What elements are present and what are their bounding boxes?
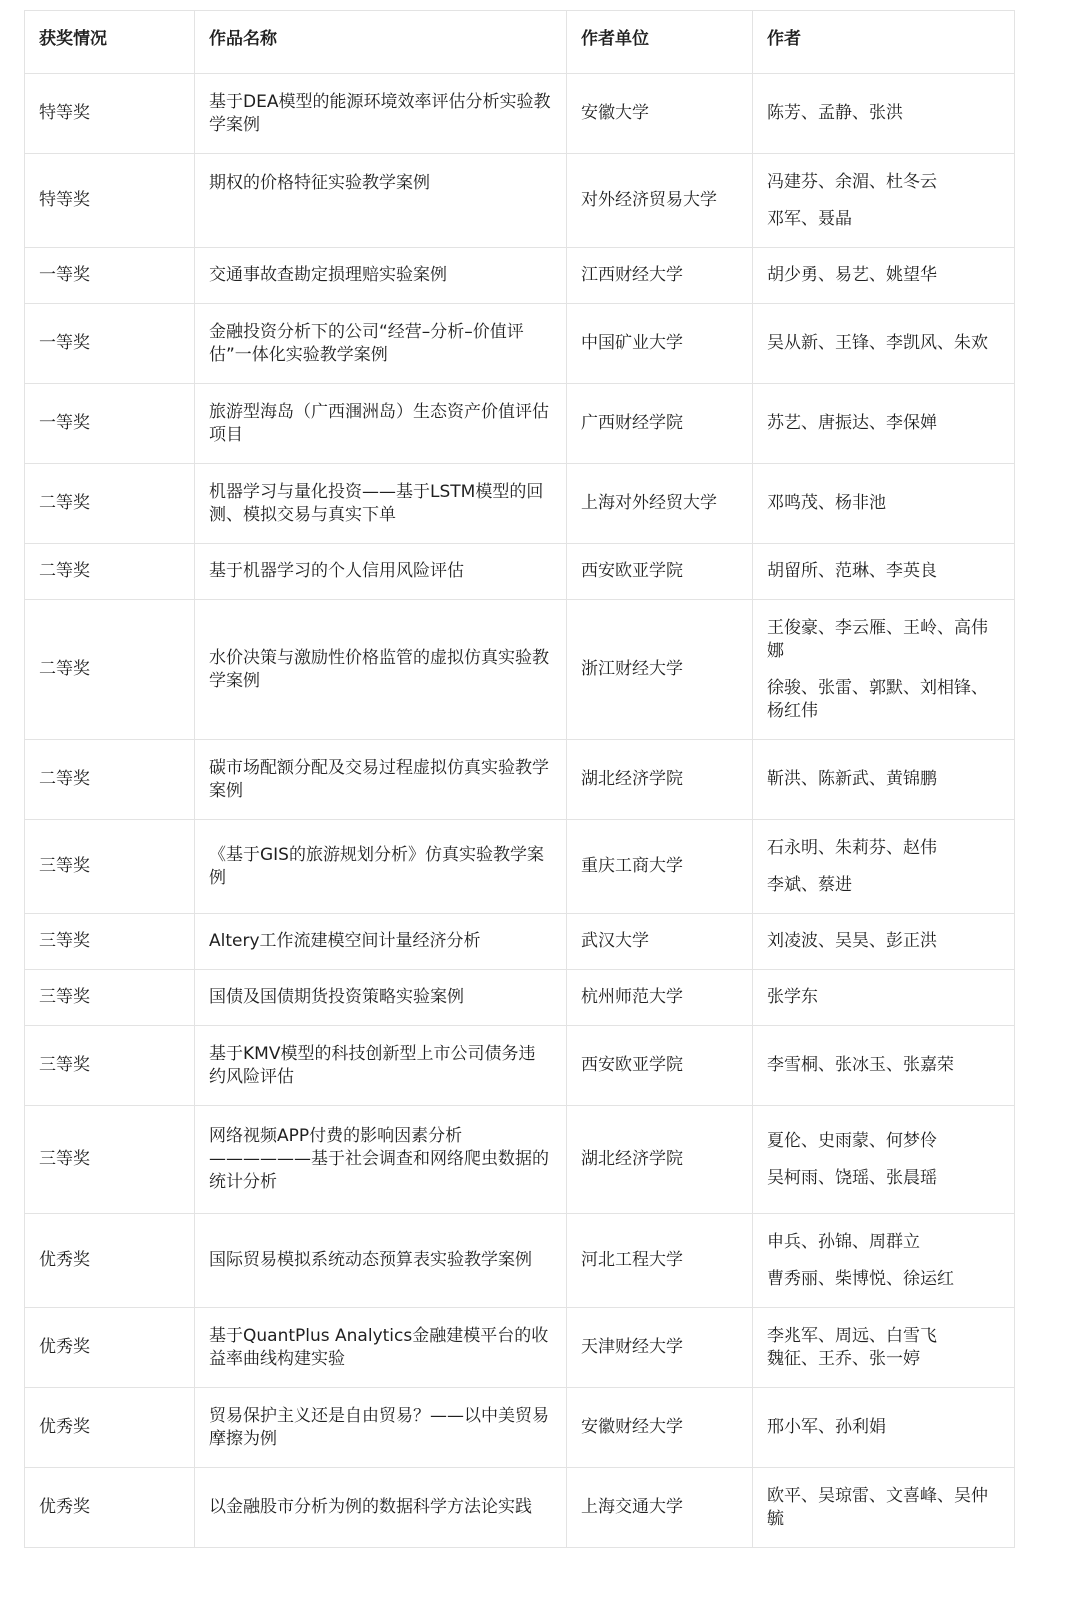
table-row bbox=[25, 154, 1015, 248]
table-row bbox=[25, 970, 1015, 1026]
unit-cell: 中国矿业大学 bbox=[567, 304, 753, 384]
title-cell: 国际贸易模拟系统动态预算表实验教学案例 bbox=[195, 1214, 567, 1308]
author-line: 曹秀丽、柴博悦、徐运红 bbox=[767, 1268, 954, 1289]
unit-cell: 上海交通大学 bbox=[567, 1468, 753, 1548]
title-cell: 水价决策与激励性价格监管的虚拟仿真实验教学案例 bbox=[195, 600, 567, 740]
author-line: 李斌、蔡进 bbox=[767, 874, 852, 895]
table-row bbox=[25, 914, 1015, 970]
author-line: 石永明、朱莉芬、赵伟 bbox=[767, 837, 937, 858]
table-row bbox=[25, 740, 1015, 820]
authors-cell bbox=[753, 544, 1015, 600]
table-row bbox=[25, 384, 1015, 464]
title-cell: 国债及国债期货投资策略实验案例 bbox=[195, 970, 567, 1026]
unit-cell: 上海对外经贸大学 bbox=[567, 464, 753, 544]
authors-cell bbox=[753, 1026, 1015, 1106]
authors-cell bbox=[753, 74, 1015, 154]
title-cell: 基于DEA模型的能源环境效率评估分析实验教学案例 bbox=[195, 74, 567, 154]
author-line: 刘凌波、吴昊、彭正洪 bbox=[767, 931, 937, 951]
award-cell: 一等奖 bbox=[25, 248, 195, 304]
award-cell: 一等奖 bbox=[25, 384, 195, 464]
table-row bbox=[25, 74, 1015, 154]
table-row bbox=[25, 1026, 1015, 1106]
unit-cell: 安徽财经大学 bbox=[567, 1388, 753, 1468]
table-row bbox=[25, 248, 1015, 304]
awards-table bbox=[24, 10, 1015, 1548]
table-row bbox=[25, 1106, 1015, 1214]
unit-cell: 重庆工商大学 bbox=[567, 820, 753, 914]
award-cell: 二等奖 bbox=[25, 544, 195, 600]
author-line: 申兵、孙锦、周群立 bbox=[767, 1231, 920, 1252]
title-cell: Altery工作流建模空间计量经济分析 bbox=[195, 914, 567, 970]
award-cell: 优秀奖 bbox=[25, 1214, 195, 1308]
title-cell: 碳市场配额分配及交易过程虚拟仿真实验教学案例 bbox=[195, 740, 567, 820]
author-line: 魏征、王乔、张一婷 bbox=[767, 1348, 920, 1369]
unit-cell: 天津财经大学 bbox=[567, 1308, 753, 1388]
author-line: 靳洪、陈新武、黄锦鹏 bbox=[767, 769, 937, 789]
header-authors: 作者 bbox=[753, 11, 1015, 74]
header-row bbox=[25, 11, 1015, 74]
title-cell: 网络视频APP付费的影响因素分析 ——————基于社会调查和网络爬虫数据的统计分析 bbox=[195, 1106, 567, 1214]
author-line: 张学东 bbox=[767, 987, 818, 1007]
title-cell: 基于QuantPlus Analytics金融建模平台的收益率曲线构建实验 bbox=[195, 1308, 567, 1388]
table-row bbox=[25, 464, 1015, 544]
unit-cell: 浙江财经大学 bbox=[567, 600, 753, 740]
award-cell: 二等奖 bbox=[25, 464, 195, 544]
title-cell: 机器学习与量化投资——基于LSTM模型的回测、模拟交易与真实下单 bbox=[195, 464, 567, 544]
award-cell: 三等奖 bbox=[25, 820, 195, 914]
title-cell: 金融投资分析下的公司“经营–分析–价值评估”一体化实验教学案例 bbox=[195, 304, 567, 384]
authors-cell bbox=[753, 248, 1015, 304]
authors-cell bbox=[753, 1106, 1015, 1214]
author-line: 邓军、聂晶 bbox=[767, 208, 852, 229]
award-cell: 优秀奖 bbox=[25, 1388, 195, 1468]
title-cell: 期权的价格特征实验教学案例 bbox=[195, 154, 567, 248]
authors-cell bbox=[753, 740, 1015, 820]
table-row bbox=[25, 1214, 1015, 1308]
author-line: 冯建芬、余湄、杜冬云 bbox=[767, 171, 937, 192]
title-cell: 基于机器学习的个人信用风险评估 bbox=[195, 544, 567, 600]
author-line: 李雪桐、张冰玉、张嘉荣 bbox=[767, 1055, 954, 1075]
author-line: 胡留所、范琳、李英良 bbox=[767, 561, 937, 581]
award-cell: 三等奖 bbox=[25, 1026, 195, 1106]
header-award: 获奖情况 bbox=[25, 11, 195, 74]
award-cell: 二等奖 bbox=[25, 600, 195, 740]
title-cell: 旅游型海岛（广西涠洲岛）生态资产价值评估项目 bbox=[195, 384, 567, 464]
unit-cell: 西安欧亚学院 bbox=[567, 1026, 753, 1106]
author-line: 欧平、吴琼雷、文喜峰、吴仲毓 bbox=[767, 1485, 988, 1529]
table-row bbox=[25, 600, 1015, 740]
authors-cell bbox=[753, 384, 1015, 464]
award-cell: 三等奖 bbox=[25, 1106, 195, 1214]
author-line: 吴柯雨、饶瑶、张晨瑶 bbox=[767, 1167, 937, 1188]
table-row bbox=[25, 1308, 1015, 1388]
author-line: 邓鸣茂、杨非池 bbox=[767, 493, 886, 513]
authors-cell bbox=[753, 600, 1015, 740]
author-line: 苏艺、唐振达、李保婵 bbox=[767, 413, 937, 433]
unit-cell: 广西财经学院 bbox=[567, 384, 753, 464]
unit-cell: 江西财经大学 bbox=[567, 248, 753, 304]
authors-cell bbox=[753, 1308, 1015, 1388]
authors-cell bbox=[753, 1468, 1015, 1548]
title-cell: 以金融股市分析为例的数据科学方法论实践 bbox=[195, 1468, 567, 1548]
unit-cell: 湖北经济学院 bbox=[567, 740, 753, 820]
author-line: 吴从新、王锋、李凯风、朱欢 bbox=[767, 333, 988, 353]
authors-cell bbox=[753, 464, 1015, 544]
author-line: 陈芳、孟静、张洪 bbox=[767, 103, 903, 123]
authors-cell bbox=[753, 1214, 1015, 1308]
header-unit: 作者单位 bbox=[567, 11, 753, 74]
award-cell: 一等奖 bbox=[25, 304, 195, 384]
author-line: 夏伦、史雨蒙、何梦伶 bbox=[767, 1130, 937, 1151]
award-cell: 特等奖 bbox=[25, 154, 195, 248]
authors-cell bbox=[753, 970, 1015, 1026]
title-cell: 基于KMV模型的科技创新型上市公司债务违约风险评估 bbox=[195, 1026, 567, 1106]
unit-cell: 武汉大学 bbox=[567, 914, 753, 970]
author-line: 邢小军、孙利娟 bbox=[767, 1417, 886, 1437]
title-cell: 《基于GIS的旅游规划分析》仿真实验教学案例 bbox=[195, 820, 567, 914]
author-line: 徐骏、张雷、郭默、刘相锋、杨红伟 bbox=[767, 677, 988, 721]
award-cell: 优秀奖 bbox=[25, 1468, 195, 1548]
table-row bbox=[25, 544, 1015, 600]
table-row bbox=[25, 1468, 1015, 1548]
award-cell: 优秀奖 bbox=[25, 1308, 195, 1388]
award-cell: 特等奖 bbox=[25, 74, 195, 154]
unit-cell: 杭州师范大学 bbox=[567, 970, 753, 1026]
authors-cell bbox=[753, 820, 1015, 914]
author-line: 胡少勇、易艺、姚望华 bbox=[767, 265, 937, 285]
authors-cell bbox=[753, 304, 1015, 384]
author-line: 王俊豪、李云雁、王岭、高伟娜 bbox=[767, 617, 988, 661]
unit-cell: 对外经济贸易大学 bbox=[567, 154, 753, 248]
award-cell: 三等奖 bbox=[25, 970, 195, 1026]
header-title: 作品名称 bbox=[195, 11, 567, 74]
unit-cell: 河北工程大学 bbox=[567, 1214, 753, 1308]
unit-cell: 西安欧亚学院 bbox=[567, 544, 753, 600]
table-row bbox=[25, 820, 1015, 914]
authors-cell bbox=[753, 154, 1015, 248]
unit-cell: 安徽大学 bbox=[567, 74, 753, 154]
unit-cell: 湖北经济学院 bbox=[567, 1106, 753, 1214]
table-row bbox=[25, 1388, 1015, 1468]
award-cell: 二等奖 bbox=[25, 740, 195, 820]
authors-cell bbox=[753, 1388, 1015, 1468]
authors-cell bbox=[753, 914, 1015, 970]
title-cell: 交通事故查勘定损理赔实验案例 bbox=[195, 248, 567, 304]
table-row bbox=[25, 304, 1015, 384]
award-cell: 三等奖 bbox=[25, 914, 195, 970]
title-cell: 贸易保护主义还是自由贸易？——以中美贸易摩擦为例 bbox=[195, 1388, 567, 1468]
author-line: 李兆军、周远、白雪飞 bbox=[767, 1325, 937, 1346]
